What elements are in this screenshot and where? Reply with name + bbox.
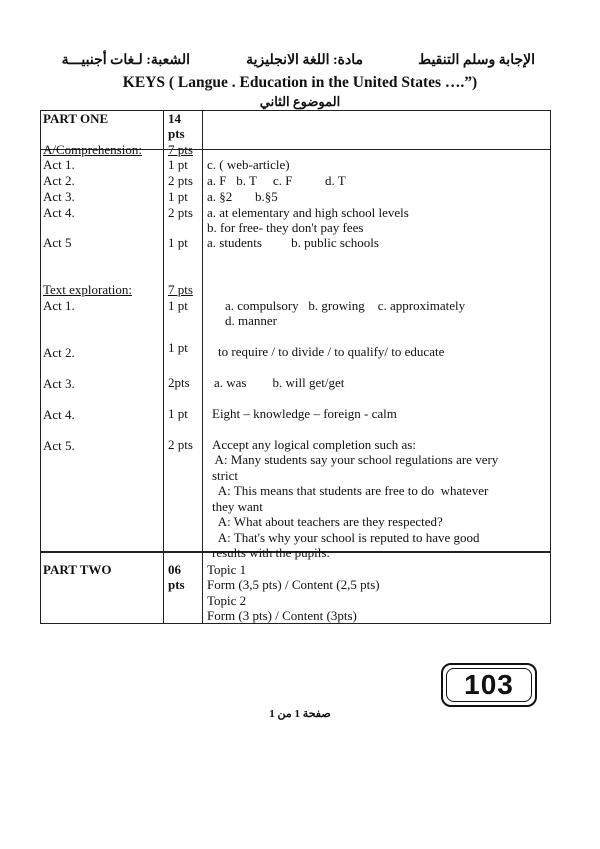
part-two-label: PART TWO xyxy=(43,562,112,577)
part-two-line: Form (3,5 pts) / Content (2,5 pts) xyxy=(207,577,380,592)
part-two-pts: 06 xyxy=(168,562,181,577)
act-points: 1 pt xyxy=(168,157,188,172)
act-label: Act 2. xyxy=(43,173,75,188)
subject-topic: الموضوع الثاني xyxy=(259,94,341,109)
act-answer-line: A: Many students say your school regulations are very xyxy=(212,452,499,467)
act-answer-line: Accept any logical completion such as: xyxy=(212,437,416,452)
act-label: Act 1. xyxy=(43,298,75,313)
act-answer: a. students b. public schools xyxy=(207,235,379,250)
act-answer: Eight – knowledge – foreign - calm xyxy=(212,406,397,421)
act-label: Act 1. xyxy=(43,157,75,172)
act-answer: a. compulsory b. growing c. approximately xyxy=(225,298,466,313)
act-answer: a. was b. will get/get xyxy=(214,375,345,390)
act-answer-line: they want xyxy=(212,499,263,514)
part-two-line: Form (3 pts) / Content (3pts) xyxy=(207,608,357,623)
act-label: Act 5 xyxy=(43,235,72,250)
act-answer-line: A: That's why your school is reputed to have good xyxy=(212,530,480,545)
part-one-pts-unit: pts xyxy=(168,126,185,141)
act-label: Act 3. xyxy=(43,189,75,204)
part-one-pts: 14 xyxy=(168,111,181,126)
page-title: KEYS ( Langue . Education in the United States ….”) xyxy=(122,74,478,91)
act-points: 2 pts xyxy=(168,205,193,220)
act-answer-line: A: What about teachers are they respected? xyxy=(212,514,443,529)
act-points: 2 pts xyxy=(168,437,193,452)
act-answer-line: results with the pupils. xyxy=(212,545,330,560)
part-two-line: Topic 1 xyxy=(207,562,247,577)
part-two-pts-unit: pts xyxy=(168,577,185,592)
act-answer-continued: d. manner xyxy=(225,313,277,328)
act-answer: to require / to divide / to qualify/ to educate xyxy=(218,344,445,359)
answers-label: الإجابة وسلم التنقيط xyxy=(418,53,535,68)
act-answer-line: strict xyxy=(212,468,238,483)
page-number-stamp: 103 xyxy=(441,663,537,707)
exploration-pts: 7 pts xyxy=(168,282,193,297)
act-answer: a. at elementary and high school levels xyxy=(207,205,409,220)
act-answer-continued: b. for free- they don't pay fees xyxy=(207,220,364,235)
part-one-label: PART ONE xyxy=(43,111,109,126)
branch-label: الشعبة: لـغات أجنبيـــة xyxy=(61,53,190,68)
answer-key-table xyxy=(40,110,551,624)
act-points: 1 pt xyxy=(168,298,188,313)
act-points: 1 pt xyxy=(168,406,188,421)
act-points: 2 pts xyxy=(168,173,193,188)
act-points: 1 pt xyxy=(168,189,188,204)
act-label: Act 2. xyxy=(43,345,75,360)
act-answer-line: A: This means that students are free to do whatever xyxy=(212,483,489,498)
arabic-header xyxy=(50,52,535,74)
act-answer: a. §2 b.§5 xyxy=(207,189,278,204)
act-points: 1 pt xyxy=(168,235,188,250)
subject-label: مادة: اللغة الانجليزية xyxy=(246,53,363,68)
act-points: 2pts xyxy=(168,375,190,390)
act-label: Act 3. xyxy=(43,376,75,391)
comprehension-pts: 7 pts xyxy=(168,142,193,157)
act-label: Act 4. xyxy=(43,407,75,422)
act-answer: a. F b. T c. F d. T xyxy=(207,173,346,188)
act-points: 1 pt xyxy=(168,340,188,355)
act-label: Act 5. xyxy=(43,438,75,453)
part-two-line: Topic 2 xyxy=(207,593,247,608)
comprehension-label: A/Comprehension: xyxy=(43,142,142,157)
act-answer: c. ( web-article) xyxy=(207,157,290,172)
exploration-label: Text exploration: xyxy=(43,282,132,297)
act-label: Act 4. xyxy=(43,205,75,220)
page-footer: صفحة 1 من 1 xyxy=(269,708,331,720)
